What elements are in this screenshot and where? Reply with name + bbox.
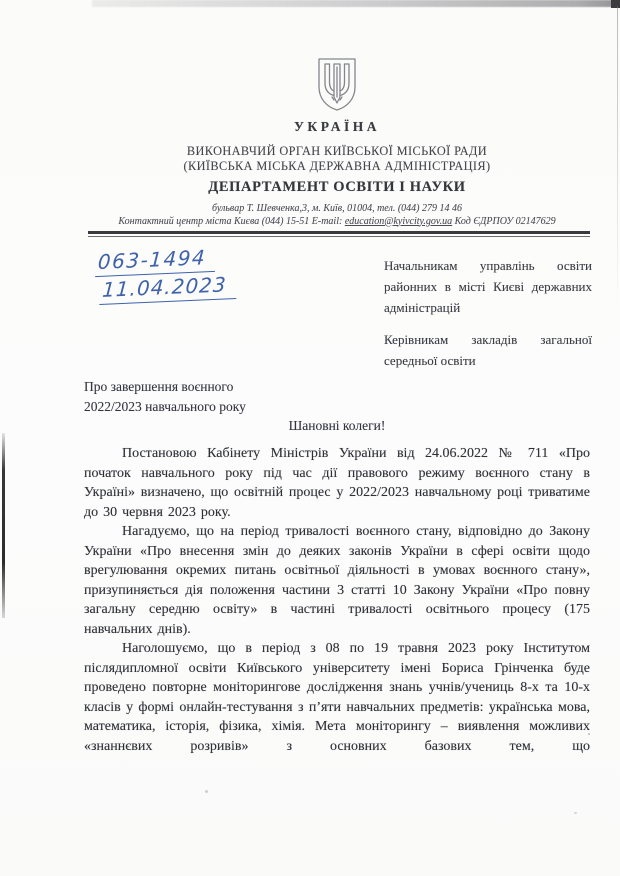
subject-block [84, 377, 246, 417]
scan-speck [205, 790, 208, 793]
subject-line1: Про завершення воєнного [84, 379, 234, 394]
country-name: УКРАЇНА [294, 119, 380, 134]
recipients-block [384, 255, 592, 382]
letterhead [84, 0, 590, 228]
registration-number: 063-1494 [95, 244, 217, 277]
recipient-item: Начальникам управлінь освіти районних в місті Києві державних адміністрацій [384, 258, 592, 315]
contact-prefix: Контактний центр міста Києва (044) 15-51 E-mail: [118, 215, 345, 227]
handwritten-registration [93, 243, 239, 305]
department-name: ДЕПАРТАМЕНТ ОСВІТИ І НАУКИ [208, 179, 466, 195]
contact-line [84, 216, 590, 229]
paragraph-1: Постановою Кабінету Міністрів України від 24.06.2022 № 711 «Про початок навчального року під час дії правового режиму воєнного стану в Україні» визначено, що освітній процес у 2022/2023 навчальному році триватиме до 30 червня 2023 року. [84, 446, 590, 520]
separator-rule [88, 231, 590, 237]
email-link[interactable]: education@kyivcity.gov.ua [344, 215, 453, 227]
subject-line2: 2022/2023 навчального року [84, 399, 246, 414]
recipient-item: Керівникам закладів загальної середньої освіти [384, 332, 592, 368]
org-name-line2: (КИЇВСЬКА МІСЬКА ДЕРЖАВНА АДМІНІСТРАЦІЯ) [183, 158, 491, 173]
registration-date: 11.04.2023 [99, 271, 237, 305]
ukraine-trident-emblem-icon [316, 57, 358, 112]
scan-right-edge-artifact [617, 6, 618, 306]
letter-body [84, 444, 590, 756]
scan-corner-mark [611, 0, 620, 8]
scan-left-edge-artifact [2, 433, 5, 618]
org-name-line1: ВИКОНАВЧИЙ ОРГАН КИЇВСЬКОЇ МІСЬКОЇ РАДИ [186, 144, 488, 158]
contact-suffix: Код ЄДРПОУ 02147629 [452, 215, 556, 227]
salutation: Шановні колеги! [288, 418, 386, 433]
scan-speck [574, 812, 577, 814]
paragraph-3: Наголошуємо, що в період з 08 по 19 травня 2023 року Інститутом післядипломної освіти Київського університету імені Бориса Грінченка буде проведено повторне моніторингове дослідження знань учнів/учениць 8-х та 10-х класів у формі онлайн-тестування з п’яти навчальних предметів: українська мова, математика, історія, фізика, хімія. Мета моніторингу – виявлення можливих «знаннєвих розривів» з основних базових тем, що [84, 641, 590, 754]
address-line: бульвар Т. Шевченка,3, м. Київ, 01004, тел. (044) 279 14 46 [211, 203, 463, 214]
paragraph-2: Нагадуємо, що на період тривалості воєнного стану, відповідно до Закону України «Про внесення змін до деяких законів України в сфері освіти щодо врегулювання окремих питань освітньої діяльності в умовах воєнного стану», призупиняється дія положення частини 3 статті 10 Закону України «Про повну загальну середню освіту» в частині тривалості освітнього процесу (175 навчальних днів). [84, 524, 590, 637]
